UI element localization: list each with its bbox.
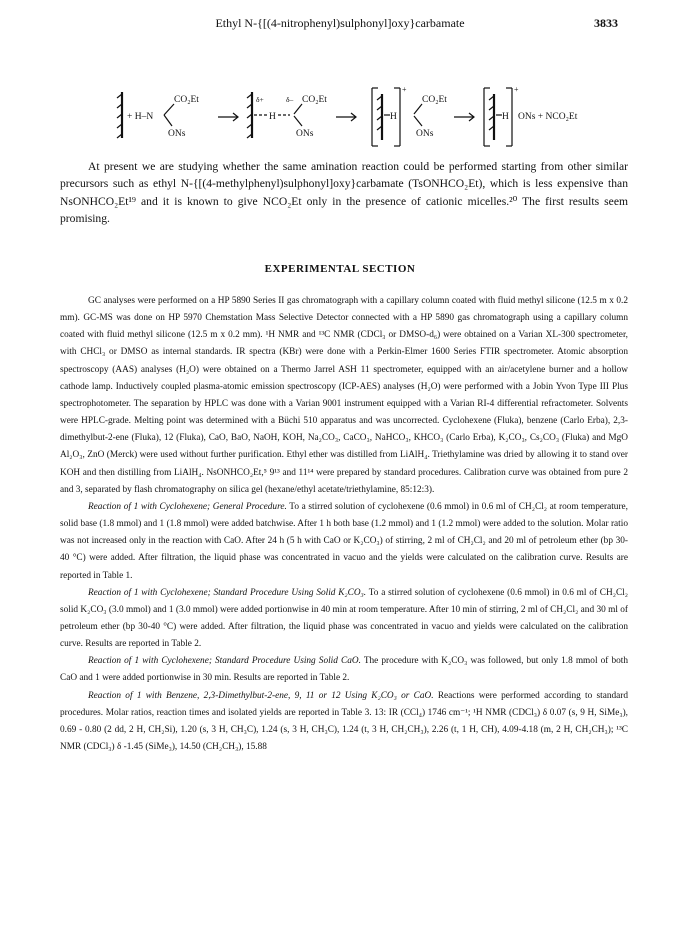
paragraph-instruments: GC analyses were performed on a HP 5890 Series II gas chromatograph with a capillary column coated with fluid methyl silicone (12.5 m x 0.2 mm). GC-MS was done on HP 5970 Chemstation Mass Selective Detector connected with a HP 5890 gas chromatograph using a capillary column coated with fluid methyl silicone (12.5 m x 0.2 mm). ¹H NMR and ¹³C NMR (CDCl₃ or DMSO-d₆) were obtained on a Varian XL-300 spectrometer, with CHCl₃ or DMSO as internal standards. IR spectra (KBr) were done with a Perkin-Elmer 1600 Series FTIR spectrometer. Atomic absorption spectroscopy (AAS) analyses (H₂O) were obtained on a Thermo Jarrel ASH 11 spectrometer, equipped with an air/acetylene burner and a hollow cathode lamp. Inductively coupled plasma-atomic emission spectroscopy (ICP-AES) analyses (H₂O) were performed with a Jobin Yvon Type III Plus spectrophotometer. The separation by HPLC was done with a Varian 9001 instrument equipped with a Varian RI-4 differential refractometer. Solvents were HPLC-grade. Melting point was determined with a Büchi 510 apparatus and was uncorrected. Cyclohexene (Fluka), benzene (Carlo Erba), 2,3-dimethylbut-2-ene (Fluka), 12 (Fluka), CaO, BaO, NaOH, KOH, Na₂CO₃, CaCO₃, NaHCO₃, KHCO₃ (Carlo Erba), K₂CO₃, Cs₂CO₃ (Fluka) and MgO Al₂O₃, ZnO (Merck) were used without further purification. Ethyl ether was distilled from LiAlH₄. Triethylamine was dried by allowing it to stand over KOH and then distilling from LiAlH₄. NsONHCO₂Et,⁵ 9¹³ and 11¹⁴ were prepared by standard procedures. Calibration curve was obtained from pure 2 and 3, separated by flash chromatography on silica gel (hexane/ethyl acetate/triethylamine, 85:12:3). xyxy=(60,296,628,495)
scheme-co2et-label: CO₂Et xyxy=(174,95,199,105)
scheme-plus-sign: + xyxy=(514,85,519,94)
run-in-heading: Reaction of 1 with Cyclohexene; Standard Procedure Using Solid CaO. xyxy=(88,656,361,667)
paragraph-body: Reactions were performed according to standard procedures. Molar ratios, reaction times and isolated yields are reported in Table 3. 13: IR (CCl₄) 1746 cm⁻¹; ¹H NMR (CDCl₃) δ 0.07 (s, 9 H, SiMe₃), 0.69 - 0.80 (2 dd, 2 H, CH₂Si), 1.20 (s, 3 H, CH₃C), 1.24 (s, 3 H, CH₃C), 1.24 (t, 3 H, CH₂CH₃), 2.26 (t, 1 H, CH), 4.09-4.18 (m, 2 H, CH₂CH₃); ¹³C NMR (CDCl₃) δ -1.45 (SiMe₃), 14.50 (CH₂CH₃), 15.88 xyxy=(60,690,629,753)
paragraph-body: To a stirred solution of cyclohexene (0.6 mmol) in 0.6 ml of CH₂Cl₂ solid K₂CO₃ (3.0 mmol) and 1 (3.0 mmol) were added portionwise in 40 min at room temperature. After 10 min of stirring, 2 ml of CH₂Cl₂ and 30 ml of petroleum ether (bp 30-40 °C) were added. After filtration, the liquid phase was concentrated in vacuo and yields were calculated on the calibration curve. Results are reported in Table 2. xyxy=(60,587,628,650)
intro-paragraph: At present we are studying whether the same amination reaction could be performed starting from other similar precursors such as ethyl N-{[(4-methylphenyl)sulphonyl]oxy}carbamate (TsONHCO₂Et), which is less expensive than NsONHCO₂Et¹⁹ and it is known to give NCO₂Et only in the presence of cationic micelles.²⁰ The first results seem promising. xyxy=(60,160,628,225)
paragraph-other-substrates xyxy=(60,688,628,757)
paragraph-body: The procedure with K₂CO₃ was followed, but only 1.8 mmol of both CaO and 1 were added portionwise in 30 min. Results are reported in Table 2. xyxy=(60,656,628,684)
scheme-ons-label: ONs xyxy=(168,129,186,139)
scheme-hn-label: + H–N xyxy=(127,112,154,122)
experimental-text xyxy=(60,293,628,756)
scheme-co2et-label: CO₂Et xyxy=(422,95,447,105)
paragraph-cao-procedure xyxy=(60,653,628,687)
scheme-h-label: H xyxy=(502,112,509,122)
paragraph-general-procedure xyxy=(60,499,628,585)
scheme-plus-sign: + xyxy=(402,85,407,94)
scheme-products-label: ONs + NCO₂Et xyxy=(518,112,578,122)
scheme-h-label: H xyxy=(390,112,397,122)
scheme-co2et-label: CO₂Et xyxy=(302,95,327,105)
scheme-delta-plus: δ+ xyxy=(256,95,264,104)
scheme-h-label: H xyxy=(269,112,276,122)
section-heading: EXPERIMENTAL SECTION xyxy=(264,263,416,275)
scheme-delta-minus: δ– xyxy=(286,95,294,104)
paragraph-body: To a stirred solution of cyclohexene (0.6 mmol) in 0.6 ml of CH₂Cl₂ at room temperature, solid base (1.8 mmol) and 1 (1.8 mmol) were added batchwise. After 1 h both base (1.2 mmol) and 1 (1.2 mmol) were added to the solution. Molar ratio was not increased only in the reaction with CaO. After 24 h (5 h with CaO or K₂CO₃) of stirring, 2 ml of CH₂Cl₂ and 20 ml of petroleum ether (bp 30-40 °C) were added. After filtration, the liquid phase was concentrated in vacuo and the yields were calculated on the calibration curve. Results are reported in Table 1. xyxy=(60,501,628,581)
page-number: 3833 xyxy=(594,16,618,30)
running-title: Ethyl N-{[(4-nitrophenyl)sulphonyl]oxy}carbamate xyxy=(215,16,465,30)
running-head xyxy=(0,14,680,34)
run-in-heading: Reaction of 1 with Cyclohexene; General Procedure. xyxy=(88,501,287,512)
run-in-heading: Reaction of 1 with Cyclohexene; Standard Procedure Using Solid K₂CO₃. xyxy=(88,587,367,598)
reaction-scheme xyxy=(100,80,600,150)
scheme-ons-label: ONs xyxy=(296,129,314,139)
paragraph-k2co3-procedure xyxy=(60,585,628,654)
scheme-ons-label: ONs xyxy=(416,129,434,139)
reaction-scheme-drawing xyxy=(100,80,600,150)
run-in-heading: Reaction of 1 with Benzene, 2,3-Dimethylbut-2-ene, 9, 11 or 12 Using K₂CO₃ or CaO. xyxy=(88,690,434,701)
